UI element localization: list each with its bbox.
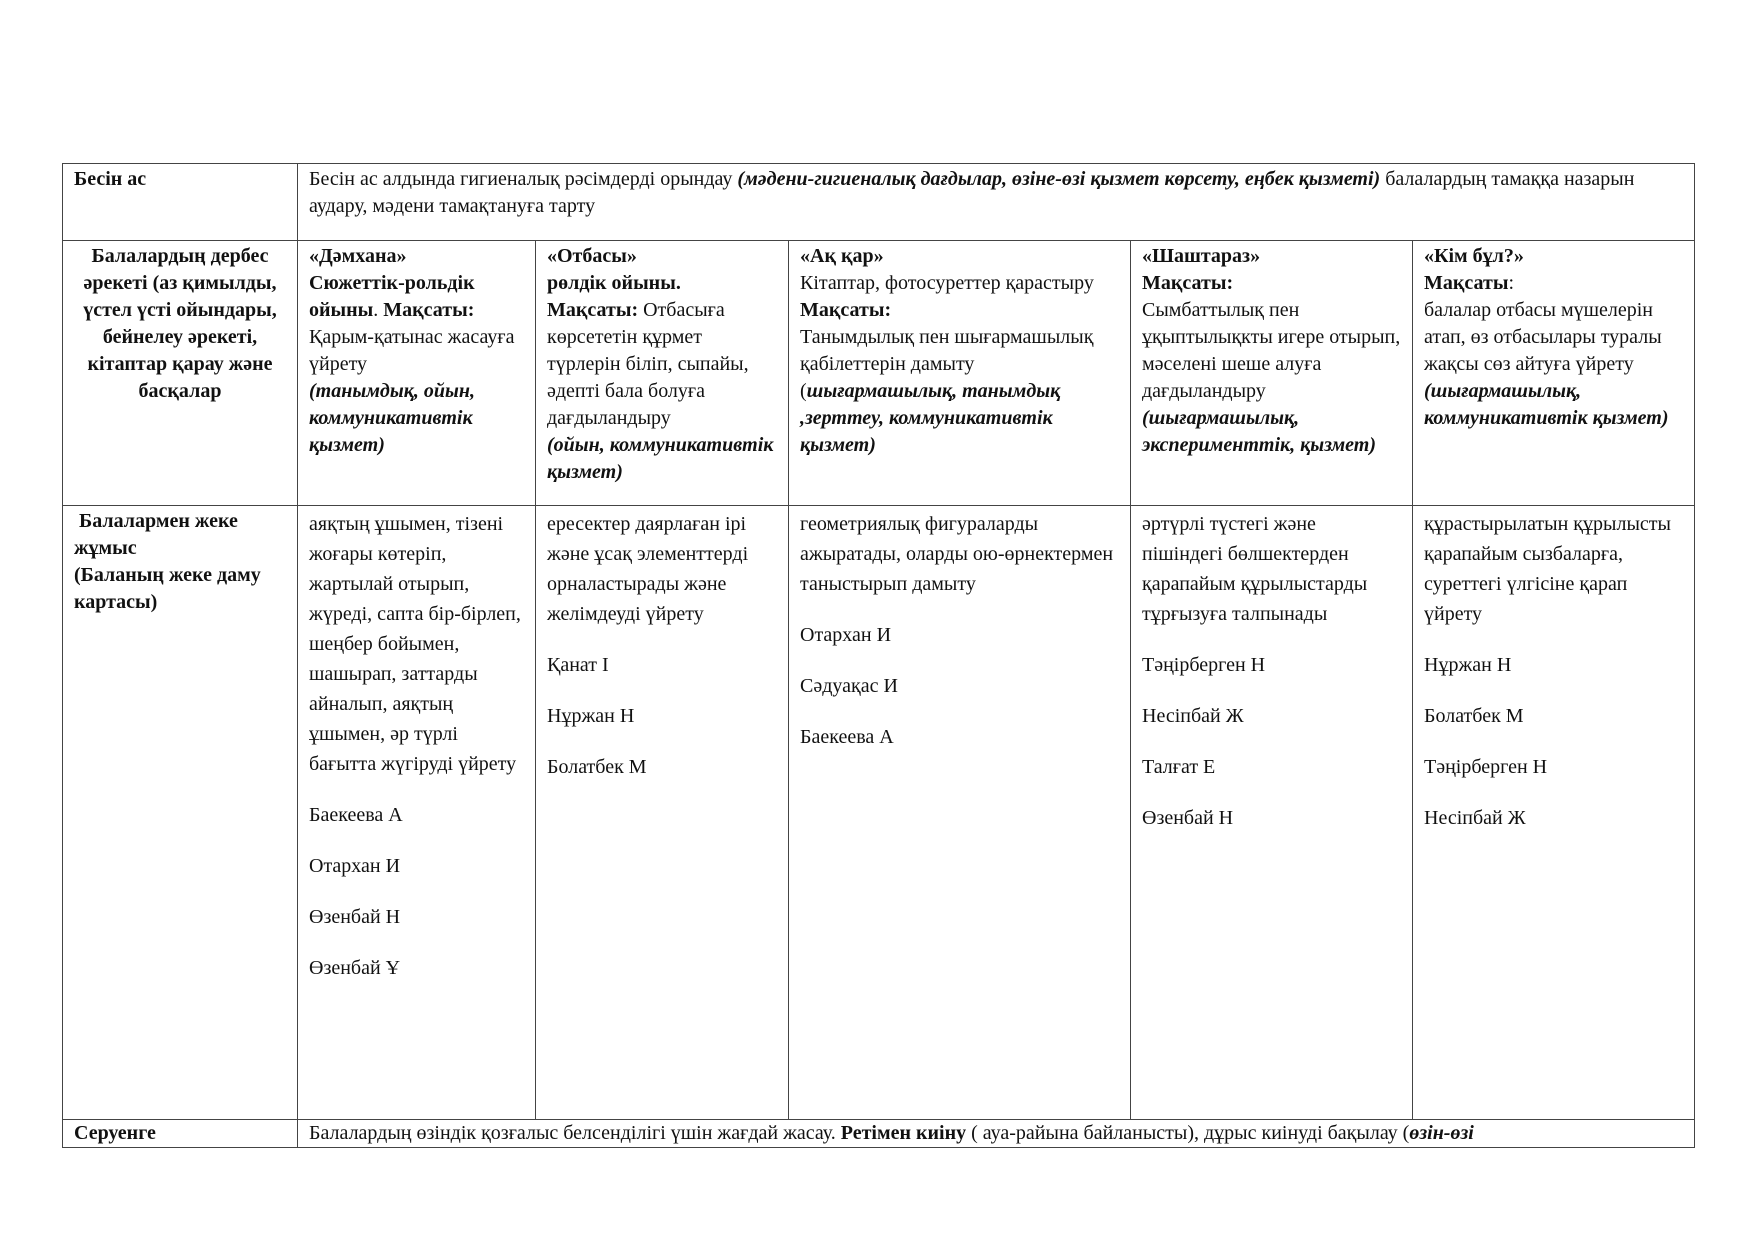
child-name: Несіпбай Ж (1142, 705, 1244, 727)
child-name: Сәдуақас И (800, 675, 898, 697)
activity-subtitle: Сюжеттік-рольдік ойыны (309, 272, 475, 321)
walk-self-service: өзін-өзі (1409, 1122, 1474, 1144)
activity-goal-text: Отбасыға көрсететін құрмет түрлерін біліп, сыпайы, әдепті бала болуға дағдыландыру (547, 299, 749, 429)
activity-goal-label: Мақсаты: (547, 299, 639, 321)
activity-title: «Кім бұл?» (1424, 245, 1524, 267)
individual-cell-4 (1131, 506, 1413, 1120)
lunch-text-1: Бесін ас алдында гигиеналық рәсімдерді орындау (309, 168, 738, 190)
activity-subtitle: рөлдік ойыны. (547, 272, 681, 294)
daily-plan-table (62, 163, 1695, 1148)
activity-tags: (танымдық, ойын, коммуникативтік қызмет) (309, 380, 475, 456)
individual-cell-2 (536, 506, 789, 1120)
child-name: Өзенбай Н (309, 906, 401, 928)
child-name: Тәңірберген Н (1424, 756, 1548, 778)
activity-subtitle: Кітаптар, фотосуреттер қарастыру (800, 272, 1094, 294)
individual-task: ересектер даярлаған ірі және ұсақ элементтерді орналастырады және желімдеуді үйрету (547, 513, 749, 625)
activity-cell-2 (536, 241, 789, 506)
activity-title: «Отбасы» (547, 245, 637, 267)
walk-text-1: Балалардың өзіндік қозғалыс белсенділігі үшін жағдай жасау. (309, 1122, 841, 1144)
individual-task: аяқтың ұшымен, тізені жоғары көтеріп, жартылай отырып, жүреді, сапта бір-бірлеп, шеңбер бойымен, шашырап, заттарды айналып, аяқтың ұшымен, әр түрлі бағытта жүгіруді үйрету (309, 513, 521, 775)
child-name: Нұржан Н (547, 705, 635, 727)
activity-title: «Ақ қар» (800, 245, 884, 267)
child-name: Отархан И (309, 855, 401, 877)
activity-goal-label: Мақсаты: (1142, 272, 1234, 294)
individual-task: әртүрлі түстегі және пішіндегі бөлшектерден қарапайым құрылыстарды тұрғызуға талпынады (1142, 513, 1368, 625)
child-name: Баекеева А (800, 726, 894, 748)
activity-goal-colon: : (1508, 272, 1515, 294)
child-name: Несіпбай Ж (1424, 807, 1526, 829)
individual-label-cell (63, 506, 298, 1120)
child-name: Тәңірберген Н (1142, 654, 1266, 676)
activity-cell-3 (789, 241, 1131, 506)
individual-cell-5 (1413, 506, 1695, 1120)
activity-goal-label: Мақсаты (1424, 272, 1509, 294)
activity-tags: (ойын, коммуникативтік қызмет) (547, 434, 774, 483)
activity-title: «Шаштараз» (1142, 245, 1261, 267)
activity-separator: . (373, 299, 384, 321)
walk-row (63, 1120, 1695, 1148)
individual-label: Балалармен жеке жұмыс (74, 510, 243, 559)
activity-cell-4 (1131, 241, 1413, 506)
child-name: Өзенбай Н (1142, 807, 1234, 829)
lunch-text-3: балалардың тамаққа назарын аудару, мәдени тамақтануға тарту (309, 168, 1635, 217)
activity-goal-label: Мақсаты: (383, 299, 475, 321)
child-name: Қанат І (547, 654, 609, 676)
child-name: Нұржан Н (1424, 654, 1512, 676)
individual-cell-3 (789, 506, 1131, 1120)
activity-cell-5 (1413, 241, 1695, 506)
individual-cell-1 (298, 506, 536, 1120)
lunch-row (63, 164, 1695, 241)
child-name: Өзенбай Ұ (309, 957, 401, 979)
walk-dressing: Ретімен киіну (840, 1122, 967, 1144)
individual-task: құрастырылатын құрылысты қарапайым сызбаларға, суреттегі үлгісіне қарап үйрету (1424, 513, 1671, 625)
walk-description (298, 1120, 1695, 1148)
walk-text-2: ( ауа-райына байланысты), дұрыс киінуді бақылау ( (966, 1122, 1410, 1144)
individual-sublabel: (Баланың жеке даму картасы) (74, 564, 261, 613)
activity-cell-1 (298, 241, 536, 506)
activity-goal-text: Танымдылық пен шығармашылық қабілеттерін дамыту (800, 326, 1094, 375)
individual-row (63, 506, 1695, 1120)
activity-label: Балалардың дербес әрекеті (аз қимылды, үстел үсті ойындары, бейнелеу әрекеті, кітаптар қарау және басқалар (63, 241, 298, 506)
child-name: Отархан И (800, 624, 892, 646)
activity-tags: (шығармашылық, коммуникативтік қызмет) (1424, 380, 1669, 429)
child-name: Болатбек М (547, 756, 647, 778)
child-name: Болатбек М (1424, 705, 1524, 727)
child-name: Баекеева А (309, 804, 403, 826)
activity-goal-text: Қарым-қатынас жасауға үйрету (309, 326, 515, 375)
activity-goal-label: Мақсаты: (800, 299, 892, 321)
activity-tags-open: ( (800, 380, 807, 402)
lunch-description (298, 164, 1695, 241)
walk-label: Серуенге (63, 1120, 298, 1148)
activity-title: «Дәмхана» (309, 245, 407, 267)
activity-tags: шығармашылық, танымдық ,зерттеу, коммуникативтік қызмет) (800, 380, 1061, 456)
lunch-activity-tags: (мәдени-гигиеналық дағдылар, өзіне-өзі қызмет көрсету, еңбек қызметі) (737, 168, 1381, 190)
activity-goal-text: Сымбаттылық пен ұқыптылықкты игере отырып, мәселені шеше алуға дағдыландыру (1142, 299, 1401, 402)
activity-goal-text: балалар отбасы мүшелерін атап, өз отбасылары туралы жақсы сөз айтуға үйрету (1424, 299, 1662, 375)
lunch-label: Бесін ас (63, 164, 298, 241)
child-name: Талғат Е (1142, 756, 1216, 778)
individual-task: геометриялық фигураларды ажыратады, оларды ою-өрнектермен таныстырып дамыту (800, 513, 1114, 595)
activity-row (63, 241, 1695, 506)
activity-tags: (шығармашылық, эксперименттік, қызмет) (1142, 407, 1377, 456)
